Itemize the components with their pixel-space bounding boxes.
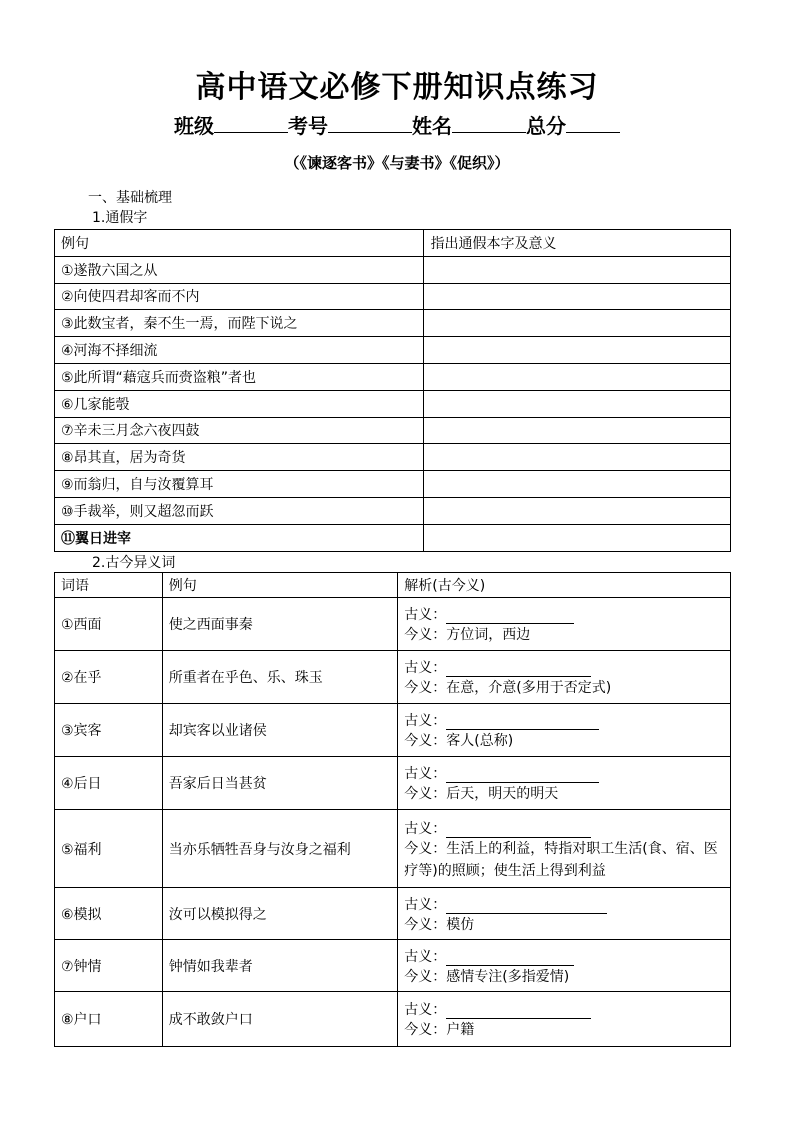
word-cell: ③宾客 [55,704,163,757]
answer-cell[interactable] [424,524,731,551]
sentence-cell: 汝可以模拟得之 [162,888,398,940]
header-sentence: 例句 [162,573,398,598]
answer-cell[interactable] [424,283,731,310]
analysis-cell [398,598,731,651]
page-title: 高中语文必修下册知识点练习 [195,70,599,105]
sentence-cell: 当亦乐牺牲吾身与汝身之福利 [162,810,398,888]
gu-label: 古义： [404,820,447,837]
gu-label: 古义： [404,896,447,913]
table-row [55,524,731,551]
jin-meaning: 今义：后天，明天的明天 [404,786,559,802]
word-cell: ⑤福利 [55,810,163,888]
gu-answer-blank[interactable] [446,607,574,624]
table-row [55,810,731,888]
table-row [55,363,731,390]
sentence-cell: 成不敢敛户口 [162,992,398,1047]
table-row [55,497,731,524]
answer-cell[interactable] [424,471,731,498]
gu-answer-blank[interactable] [446,949,574,966]
example-sentence: ③此数宝者，秦不生一焉，而陛下说之 [55,310,424,337]
jin-meaning: 今义：客人(总称) [404,733,514,749]
gu-answer-blank[interactable] [446,766,599,783]
example-sentence: ⑪翼日进宰 [55,524,424,551]
table-row [55,310,731,337]
answer-cell[interactable] [424,363,731,390]
word-cell: ⑥模拟 [55,888,163,940]
example-sentence: ①遂散六国之从 [55,256,424,283]
analysis-cell [398,704,731,757]
section-heading: 一、基础梳理 [88,190,172,206]
gu-label: 古义： [404,948,447,965]
gu-label: 古义： [404,660,447,676]
answer-cell[interactable] [424,256,731,283]
table-row [55,390,731,417]
jin-meaning: 今义：在意，介意(多用于否定式) [404,680,612,696]
example-sentence: ⑤此所谓“藉寇兵而赍盗粮”者也 [55,363,424,390]
word-cell: ⑧户口 [55,992,163,1047]
word-cell: ①西面 [55,598,163,651]
table-header-row [55,230,731,257]
class-label: 班级 [174,114,214,138]
gu-answer-blank[interactable] [446,1002,591,1019]
gu-label: 古义： [404,1002,447,1018]
example-sentence: ⑧昂其直，居为奇货 [55,444,424,471]
table-row [55,651,731,704]
table-row [55,471,731,498]
header-analysis: 解析(古今义) [398,573,731,598]
jin-meaning: 今义：模仿 [404,916,475,933]
table-row [55,337,731,364]
gu-answer-blank[interactable] [446,897,607,914]
sentence-cell: 使之西面事秦 [162,598,398,651]
name-label: 姓名 [412,114,452,138]
analysis-cell [398,940,731,992]
table-row [55,256,731,283]
tongjia-heading: 1.通假字 [92,210,148,226]
header-word: 词语 [55,573,163,598]
sentence-cell: 钟情如我辈者 [162,940,398,992]
gujin-table [54,572,731,1047]
analysis-cell [398,651,731,704]
header-example: 例句 [55,230,424,257]
student-info-line [0,110,794,139]
score-label: 总分 [526,114,566,138]
number-blank[interactable] [328,112,412,133]
jin-meaning: 今义：方位词，西边 [404,627,531,643]
gujin-heading: 2.古今异义词 [92,555,176,571]
answer-cell[interactable] [424,417,731,444]
gu-answer-blank[interactable] [446,821,591,838]
tongjia-table [54,229,731,552]
jin-meaning: 今义：户籍 [404,1022,475,1038]
analysis-cell [398,757,731,810]
gu-label: 古义： [404,607,447,623]
example-sentence: ②向使四君却客而不内 [55,283,424,310]
sentence-cell: 却宾客以业诸侯 [162,704,398,757]
answer-cell[interactable] [424,310,731,337]
table-row [55,757,731,810]
word-cell: ④后日 [55,757,163,810]
example-sentence: ⑨而翁归，自与汝覆算耳 [55,471,424,498]
word-cell: ⑦钟情 [55,940,163,992]
score-blank[interactable] [566,112,620,133]
number-label: 考号 [288,114,328,138]
header-answer: 指出通假本字及意义 [424,230,731,257]
gu-answer-blank[interactable] [446,713,599,730]
table-row [55,283,731,310]
table-row [55,704,731,757]
name-blank[interactable] [452,112,526,133]
answer-cell[interactable] [424,444,731,471]
answer-cell[interactable] [424,497,731,524]
sentence-cell: 吾家后日当甚贫 [162,757,398,810]
answer-cell[interactable] [424,390,731,417]
example-sentence: ⑩手裁举，则又超忽而跃 [55,497,424,524]
example-sentence: ④河海不择细流 [55,337,424,364]
sentence-cell: 所重者在乎色、乐、珠玉 [162,651,398,704]
jin-meaning: 今义：感情专注(多指爱情) [404,968,570,985]
analysis-cell [398,810,731,888]
class-blank[interactable] [214,112,288,133]
analysis-cell [398,888,731,940]
table-row [55,598,731,651]
table-row [55,444,731,471]
example-sentence: ⑦辛未三月念六夜四鼓 [55,417,424,444]
gu-label: 古义： [404,713,447,729]
subtitle: （《谏逐客书》《与妻书》《促织》） [284,154,510,172]
analysis-cell [398,992,731,1047]
example-sentence: ⑥几家能彀 [55,390,424,417]
answer-cell[interactable] [424,337,731,364]
table-row [55,992,731,1047]
gu-answer-blank[interactable] [446,660,591,677]
table-header-row [55,573,731,598]
gu-label: 古义： [404,766,447,782]
table-row [55,888,731,940]
table-row [55,940,731,992]
jin-meaning: 今义：生活上的利益，特指对职工生活(食、宿、医疗等)的照顾；使生活上得到利益 [404,840,718,879]
table-row [55,417,731,444]
word-cell: ②在乎 [55,651,163,704]
